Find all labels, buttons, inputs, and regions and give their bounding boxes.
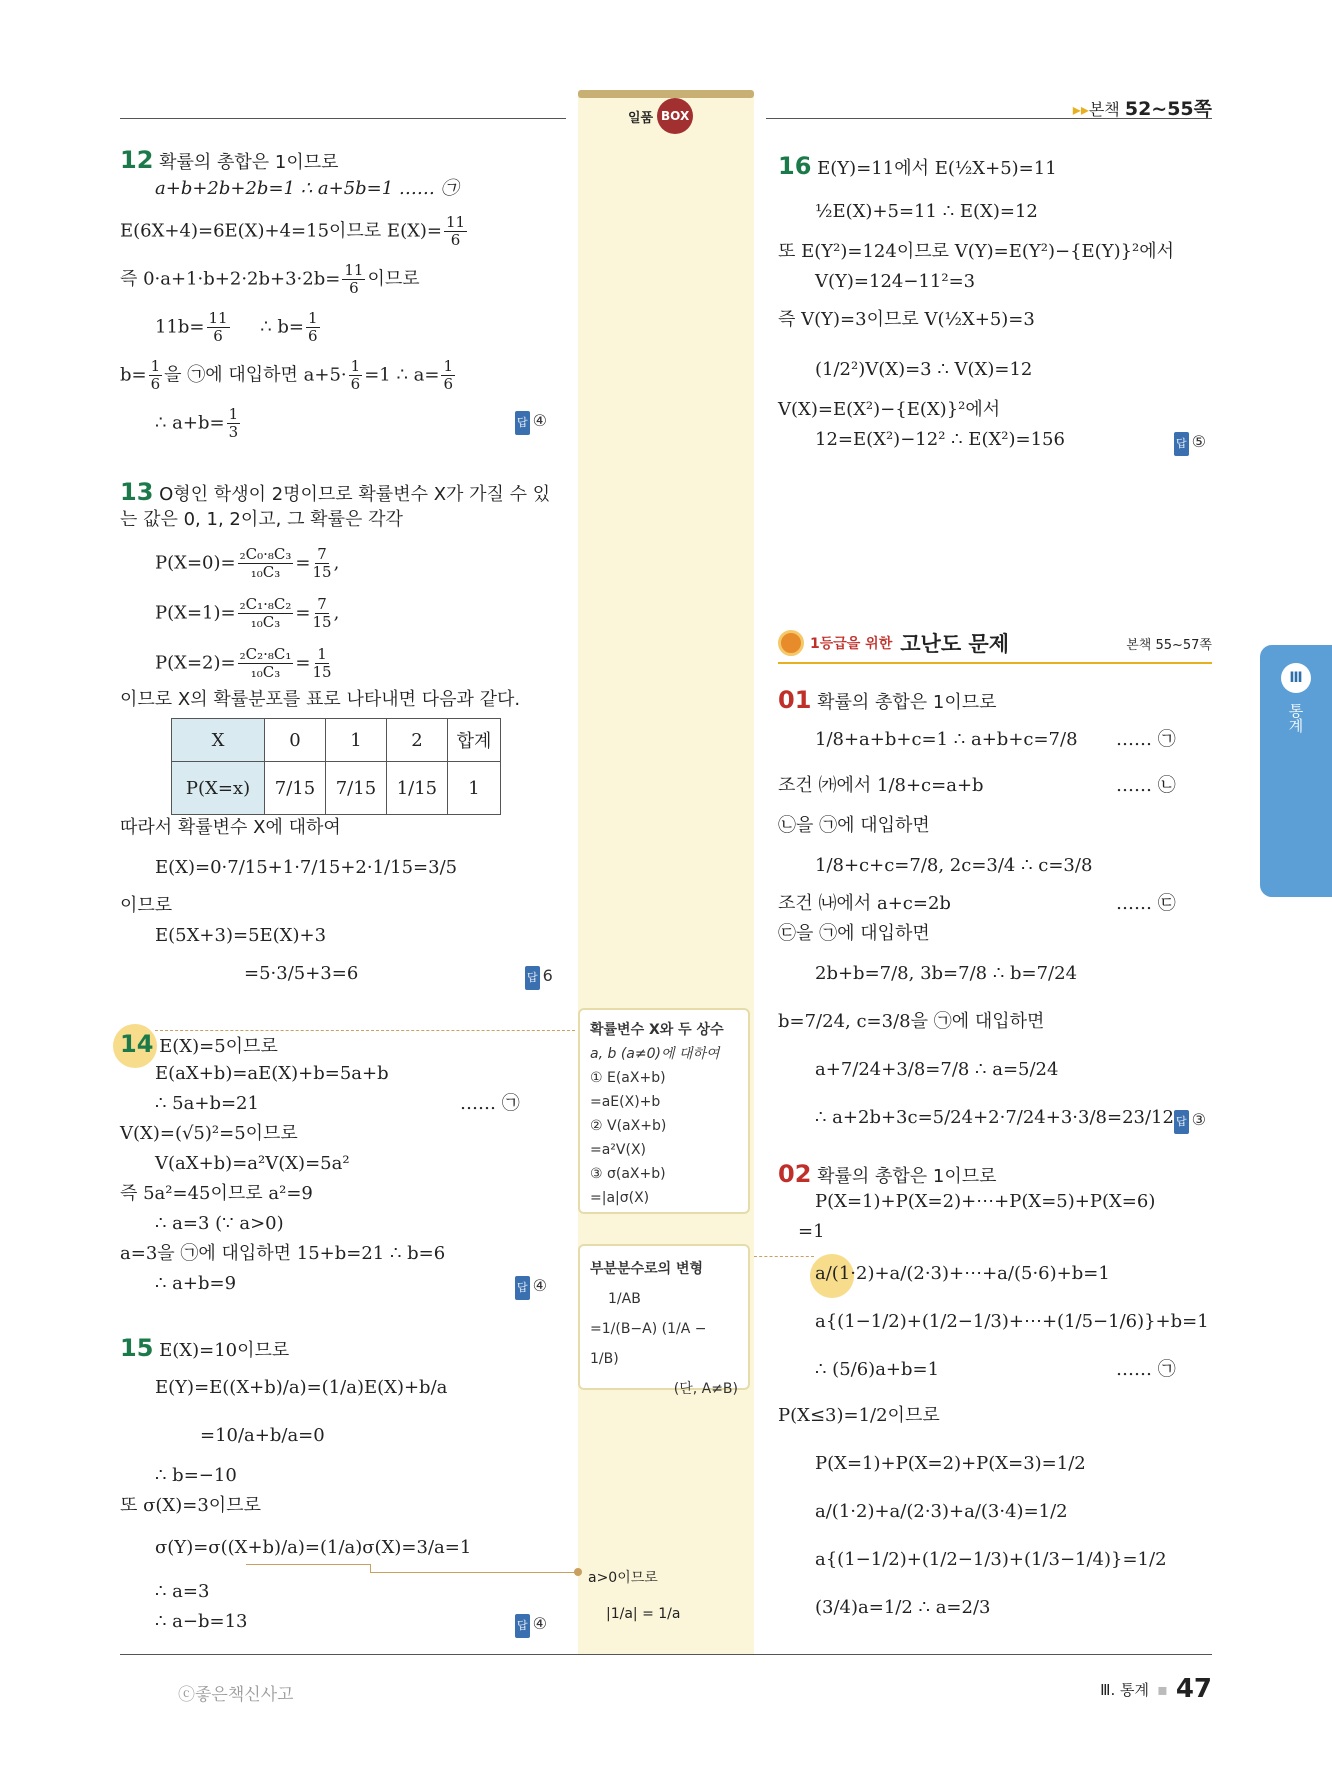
target-icon (778, 630, 804, 656)
chapter-roman: Ⅲ (1281, 663, 1311, 693)
footer-rule (120, 1654, 1212, 1655)
chapter-label: 통계 (1286, 703, 1305, 733)
problem-number: 14 (120, 1030, 154, 1058)
header-center (628, 98, 693, 134)
dashed-connector (155, 1030, 575, 1031)
problem-number: 12 (120, 146, 154, 174)
answer-13: 답 6 (525, 964, 553, 990)
answer-16: 답 ⑤ (1174, 430, 1206, 456)
center-column (578, 92, 754, 1654)
box-badge: BOX (657, 98, 693, 134)
answer-14: 답 ④ (515, 1274, 547, 1300)
problem-number: 02 (778, 1160, 812, 1188)
page-number: 47 (1175, 1674, 1212, 1704)
distribution-table: X 0 1 2 합계 P(X=x) 7/15 7/15 1/15 1 (171, 718, 501, 815)
center-column-top-bar (578, 90, 754, 98)
problem-number: 13 (120, 478, 154, 506)
answer-15: 답 ④ (515, 1612, 547, 1638)
arrow-icon: ▸▸ (1072, 100, 1089, 119)
problem-number: 15 (120, 1334, 154, 1362)
tip-box-partial-fraction: 부분분수로의 변형 1/AB =1/(B−A) (1/A − 1/B) (단, A≠B) (578, 1244, 750, 1390)
dashed-connector (754, 1256, 814, 1257)
answer-12: 답 ④ (515, 409, 547, 435)
publisher: ⓒ좋은책신사고 (178, 1685, 294, 1705)
problem-number: 01 (778, 686, 812, 714)
chapter-tab[interactable] (1260, 645, 1332, 897)
dot-marker (574, 1568, 582, 1576)
leader-line-3 (370, 1572, 575, 1573)
tip-note: a>0이므로 |1/a| = 1/a (588, 1570, 681, 1622)
header-page-ref: ▸▸본책 52~55쪽 (1072, 98, 1212, 120)
section-header: 1등급을 위한 고난도 문제 본책 55~57쪽 (778, 624, 1212, 664)
leader-line (246, 1564, 370, 1565)
header-rule-left (120, 118, 566, 119)
leader-line-2 (370, 1564, 371, 1572)
header-label: 일품 (628, 110, 654, 126)
tip-box-linear: 확률변수 X와 두 상수 a, b (a≠0)에 대하여 ① E(aX+b) =aE(X)+b ② V(aX+b) =a²V(X) ③ σ(aX+b) =|a|σ(X) (578, 1008, 750, 1214)
answer-01: 답 ③ (1174, 1108, 1206, 1134)
problem-number: 16 (778, 152, 812, 180)
footer-section: Ⅲ. 통계 ▪ 47 (1100, 1674, 1212, 1704)
